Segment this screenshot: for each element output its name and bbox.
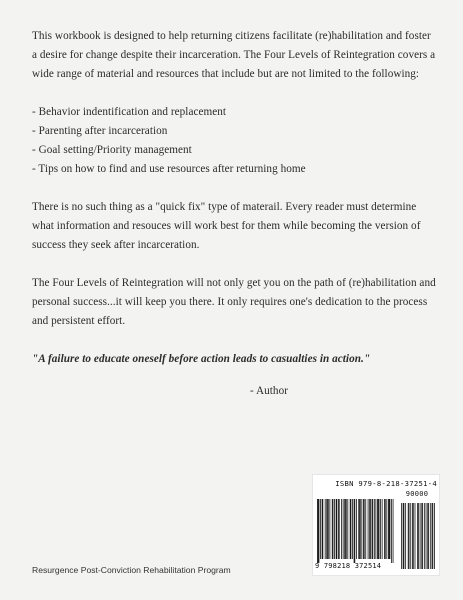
barcode-bar <box>376 499 377 559</box>
barcode-bar <box>356 499 357 559</box>
isbn-barcode <box>312 474 440 576</box>
publisher-name: Resurgence Post-Conviction Rehabilitation Program <box>32 565 231 575</box>
barcode-bar <box>334 499 335 559</box>
barcode-bar <box>336 499 337 559</box>
barcode-addon-bar <box>404 503 405 569</box>
barcode-bar <box>360 499 361 559</box>
barcode-bar <box>341 499 342 559</box>
barcode-bar <box>328 499 329 559</box>
barcode-bar <box>359 499 360 559</box>
barcode-digits: 9 798218 372514 <box>315 562 382 570</box>
barcode-bar <box>374 499 375 559</box>
barcode-addon-bar <box>401 503 402 569</box>
barcode-addon-bar <box>427 503 428 569</box>
barcode-bar <box>361 499 362 559</box>
barcode-bar <box>390 499 391 559</box>
barcode-bar <box>368 499 369 559</box>
barcode-bar <box>385 499 386 559</box>
barcode-addon-bar <box>424 503 425 569</box>
barcode-bar <box>391 499 392 563</box>
barcode-bar <box>350 499 351 559</box>
barcode-bar <box>358 499 359 559</box>
barcode-addon-bar <box>420 503 421 569</box>
barcode-addon-bar <box>409 503 410 569</box>
barcode-bar <box>318 499 319 563</box>
barcode-bar <box>377 499 378 559</box>
barcode-addon-bar <box>415 503 416 569</box>
intro-paragraph: This workbook is designed to help returning citizens facilitate (re)habilitation and foster a desire for change despite their incarceration. The Four Levels of Reintegration covers a wide range of material and resources that include but are not limited to the following: <box>32 30 436 80</box>
price-code: 90000 <box>405 490 429 498</box>
topics-list <box>32 103 437 179</box>
quote-attribution: - Author <box>250 385 288 397</box>
barcode-addon-bar <box>434 503 435 569</box>
list-item: - Parenting after incarceration <box>32 125 168 137</box>
barcode-bar <box>363 499 364 559</box>
barcode-addon-bar <box>408 503 409 569</box>
barcode-addon-bar <box>410 503 411 569</box>
barcode-bar <box>388 499 389 559</box>
barcode-bar <box>337 499 338 559</box>
back-cover-text <box>32 27 437 401</box>
barcode-bar <box>347 499 348 559</box>
barcode-bar <box>378 499 379 559</box>
barcode-bar <box>338 499 339 559</box>
barcode-bar <box>333 499 334 559</box>
barcode-addon-bar <box>417 503 418 569</box>
list-item: - Goal setting/Priority management <box>32 144 192 156</box>
barcode-addon-bar <box>418 503 419 569</box>
barcode-bar <box>365 499 366 559</box>
barcode-bar <box>354 499 355 563</box>
barcode-bar <box>351 499 352 559</box>
barcode-bar <box>370 499 371 559</box>
barcode-bar <box>343 499 344 559</box>
barcode-addon-bar <box>421 503 422 569</box>
barcode-addon-bar <box>412 503 413 569</box>
barcode-bar <box>384 499 385 559</box>
barcode-bar <box>393 499 394 563</box>
barcode-bar <box>326 499 327 559</box>
barcode-bar <box>346 499 347 559</box>
barcode-addon-bar <box>430 503 431 569</box>
barcode-bar <box>364 499 365 559</box>
barcode-bar <box>317 499 318 563</box>
barcode-bar <box>332 499 333 559</box>
barcode-bar <box>386 499 387 559</box>
barcode-bar <box>354 499 355 563</box>
barcode-bar <box>329 499 330 559</box>
barcode-bar <box>322 499 323 559</box>
barcode-addon-bar <box>432 503 433 569</box>
list-item: - Behavior indentification and replacement <box>32 106 227 118</box>
barcode-bar <box>344 499 345 559</box>
barcode-bar <box>319 499 320 563</box>
barcode-bar <box>327 499 328 559</box>
barcode-bar <box>322 499 323 559</box>
isbn-label: ISBN 979-8-218-37251-4 <box>335 479 437 488</box>
barcode-bar <box>372 499 373 559</box>
barcode-bars <box>313 475 439 575</box>
barcode-addon-bar <box>413 503 414 569</box>
quote: "A failure to educate oneself before action leads to casualties in action." <box>32 353 371 365</box>
barcode-bar <box>389 499 390 559</box>
barcode-addon-bar <box>428 503 429 569</box>
barcode-addon-bar <box>426 503 427 569</box>
barcode-bar <box>369 499 370 559</box>
barcode-bar <box>325 499 326 559</box>
barcode-bar <box>320 499 321 559</box>
barcode-bar <box>352 499 353 559</box>
barcode-bar <box>379 499 380 559</box>
barcode-bar <box>380 499 381 559</box>
personal-success-paragraph: The Four Levels of Reintegration will not only get you on the path of (re)habilitation and personal success...it will keep you there. It only requires one's dedication to the process and persistent effort. <box>32 277 436 327</box>
barcode-addon-bar <box>422 503 423 569</box>
barcode-bar <box>345 499 346 559</box>
barcode-addon-bar <box>432 503 433 569</box>
quick-fix-paragraph: There is no such thing as a "quick fix" type of materail. Every reader must determine what information and resouces will work best for them while becoming the version of success they seek after incarceration. <box>32 201 421 251</box>
barcode-bar <box>339 499 340 559</box>
list-item: - Tips on how to find and use resources after returning home <box>32 163 306 175</box>
barcode-addon-bar <box>403 503 404 569</box>
barcode-addon-bar <box>405 503 406 569</box>
barcode-bar <box>382 499 383 559</box>
barcode-bar <box>372 499 373 559</box>
